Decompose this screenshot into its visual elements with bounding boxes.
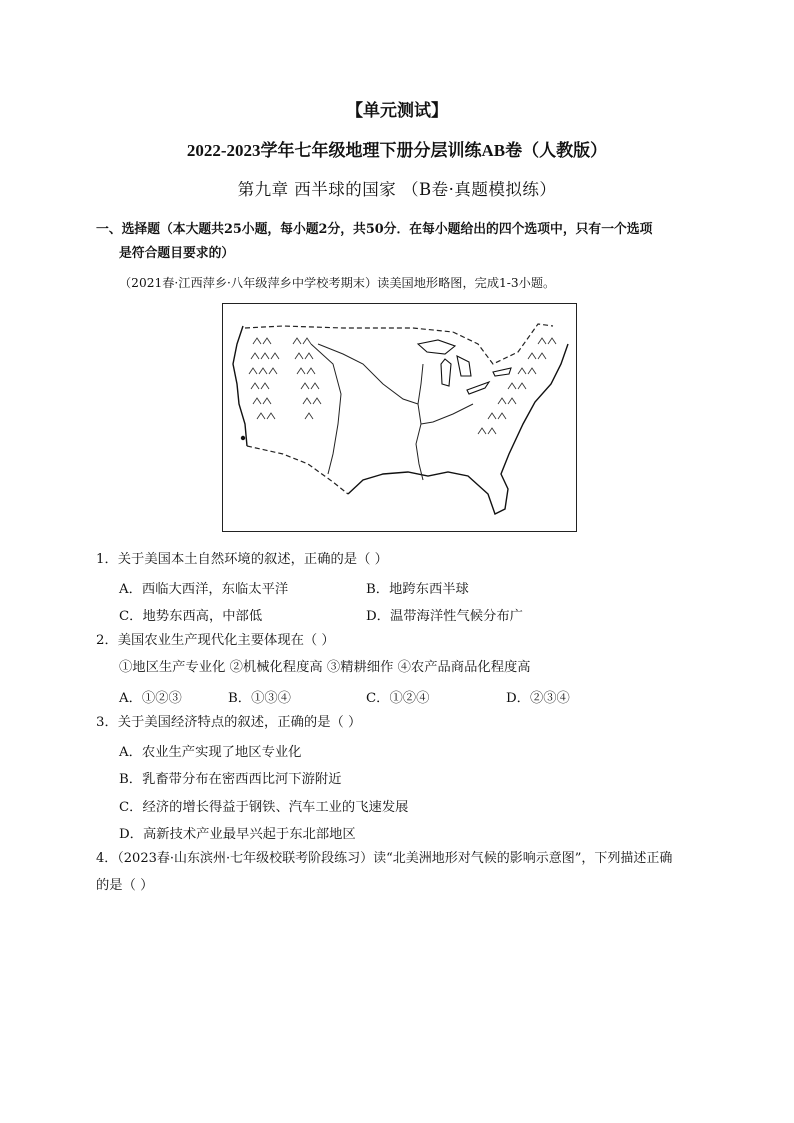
- question-1-option-c[interactable]: C．地势东西高，中部低: [119, 609, 263, 624]
- question-2-option-b[interactable]: B．①③④: [228, 691, 291, 706]
- question-1-stem: 1．关于美国本土自然环境的叙述，正确的是（ ）: [96, 552, 388, 567]
- lake-superior: [418, 340, 455, 354]
- section-heading-line1: 一、选择题（本大题共25小题，每小题2分，共50分．在每小题给出的四个选项中，只有一个选项: [96, 222, 653, 237]
- question-4-stem-line2: 的是（ ）: [96, 878, 154, 893]
- question-2-items: ①地区生产专业化 ②机械化程度高 ③精耕细作 ④农产品商品化程度高: [119, 660, 531, 675]
- us-terrain-map-drawing: [223, 304, 575, 530]
- question-3-stem: 3．关于美国经济特点的叙述，正确的是（ ）: [96, 715, 362, 730]
- lake-michigan: [441, 359, 451, 386]
- us-terrain-map: [222, 303, 577, 532]
- bracket-title: 【单元测试】: [346, 101, 448, 121]
- question-2-stem: 2．美国农业生产现代化主要体现在（ ）: [96, 633, 335, 648]
- mississippi-river: [416, 364, 423, 480]
- question-2-option-a[interactable]: A．①②③: [119, 691, 182, 706]
- chapter-title: 第九章 西半球的国家 （B卷·真题模拟练）: [237, 180, 557, 199]
- question-1-option-d[interactable]: D．温带海洋性气候分布广: [366, 609, 523, 624]
- question-3-option-c[interactable]: C．经济的增长得益于钢铁、汽车工业的飞速发展: [119, 800, 409, 815]
- question-1-option-a[interactable]: A．西临大西洋，东临太平洋: [119, 582, 289, 597]
- question-3-option-a[interactable]: A．农业生产实现了地区专业化: [119, 745, 302, 760]
- section-heading-line2: 是符合题目要求的）: [119, 246, 235, 261]
- lake-huron: [457, 356, 471, 376]
- western-mountains-hachure: [249, 338, 321, 419]
- atlantic-gulf-coast: [348, 344, 568, 514]
- question-2-option-c[interactable]: C．①②④: [366, 691, 430, 706]
- exam-title: 2022-2023学年七年级地理下册分层训练AB卷（人教版）: [186, 141, 608, 160]
- question-1-option-b[interactable]: B．地跨东西半球: [366, 582, 469, 597]
- question-3-option-d[interactable]: D．高新技术产业最早兴起于东北部地区: [119, 827, 356, 842]
- city-dot: [241, 436, 245, 440]
- ohio-river: [421, 404, 473, 424]
- lake-ontario: [493, 368, 511, 376]
- question-3-option-b[interactable]: B．乳畜带分布在密西西比河下游附近: [119, 772, 342, 787]
- missouri-river: [318, 344, 418, 404]
- canada-border: [245, 326, 453, 332]
- rocky-front: [311, 344, 341, 474]
- question-4-stem-line1: 4．（2023春·山东滨州·七年级校联考阶段练习）读“北美洲地形对气候的影响示意图”，下列描述正确: [96, 851, 673, 866]
- appalachian-hachure: [478, 338, 556, 434]
- source-note: （2021春·江西萍乡·八年级萍乡中学校考期末）读美国地形略图，完成1-3小题。: [119, 276, 556, 290]
- pacific-coast: [233, 326, 247, 446]
- question-2-option-d[interactable]: D．②③④: [506, 691, 570, 706]
- lake-erie: [467, 382, 489, 394]
